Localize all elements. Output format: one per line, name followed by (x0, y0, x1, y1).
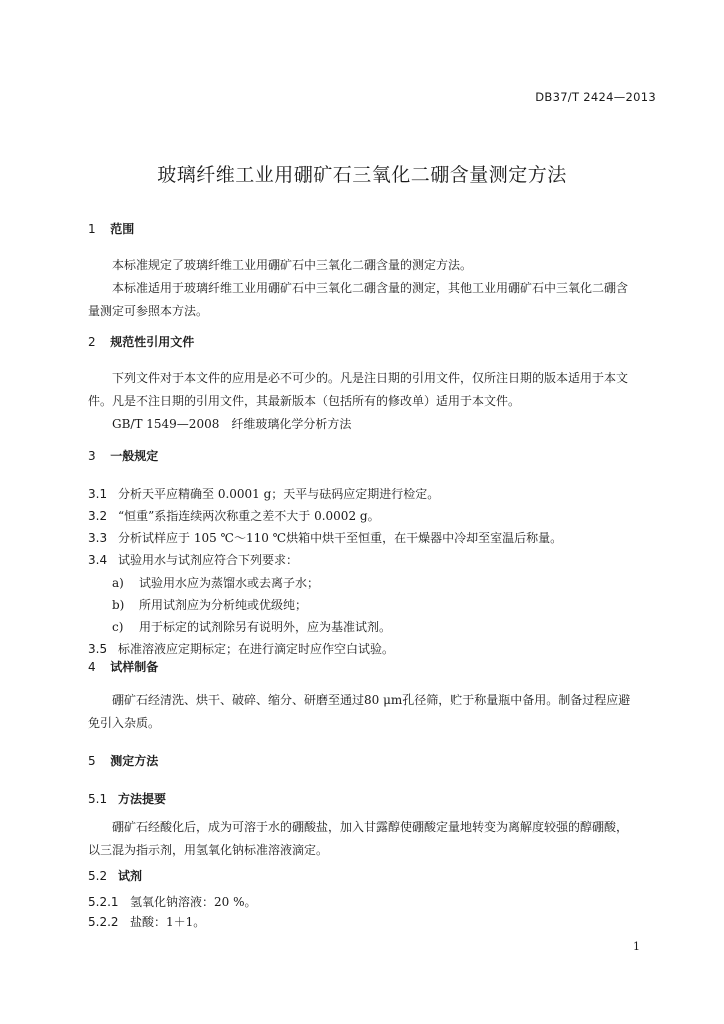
clause-text: 分析试样应于 105 ℃～110 ℃烘箱中烘干至恒重，在干燥器中冷却至室温后称量。 (118, 531, 563, 545)
clause-text: 试验用水与试剂应符合下列要求： (118, 553, 299, 567)
section-title: 规范性引用文件 (110, 335, 195, 349)
list-text: 所用试剂应为分析纯或优级纯； (139, 598, 308, 612)
list-text: 用于标定的试剂除另有说明外，应为基准试剂。 (139, 620, 392, 634)
clause-number: 5.2.1 (88, 895, 119, 909)
list-marker: c) (112, 620, 124, 634)
document-title: 玻璃纤维工业用硼矿石三氧化二硼含量测定方法 (157, 164, 567, 186)
paragraph-line: 下列文件对于本文件的应用是必不可少的。凡是注日期的引用文件，仅所注日期的版本适用于本文 (112, 371, 629, 385)
section-title: 测定方法 (110, 754, 159, 768)
clause-5-2-1 (88, 893, 257, 910)
subsection-title: 试剂 (118, 869, 143, 883)
section-2-heading (88, 333, 194, 350)
subsection-5-2-heading (88, 867, 142, 884)
clause-number: 3.3 (88, 531, 108, 545)
clause-3-5 (88, 640, 394, 657)
paragraph-line: 件。凡是不注日期的引用文件，其最新版本（包括所有的修改单）适用于本文件。 (88, 394, 521, 408)
list-marker: a) (112, 576, 124, 590)
section-4-heading (88, 658, 158, 675)
clause-text: 盐酸：1＋1。 (130, 915, 206, 929)
section-title: 范围 (110, 222, 135, 236)
clause-text: 分析天平应精确至 0.0001 g；天平与砝码应定期进行检定。 (118, 487, 440, 501)
page-number: 1 (633, 940, 640, 953)
paragraph-line: 硼矿石经酸化后，成为可溶于水的硼酸盐，加入甘露醇使硼酸定量地转变为离解度较强的醇硼酸， (112, 820, 629, 834)
paragraph-line: 以三混为指示剂，用氢氧化钠标准溶液滴定。 (88, 843, 329, 857)
clause-3-1 (88, 485, 439, 502)
subsection-number: 5.1 (88, 792, 108, 806)
standard-number: DB37/T 2424—2013 (535, 90, 656, 104)
section-number: 3 (88, 449, 96, 463)
section-5-1-body (88, 816, 658, 862)
clause-3-3 (88, 529, 562, 546)
list-item-c (112, 618, 391, 635)
clause-5-2-2 (88, 913, 205, 930)
section-2-body (88, 367, 658, 436)
section-number: 4 (88, 660, 96, 674)
clause-text: 标准溶液应定期标定；在进行滴定时应作空白试验。 (118, 642, 395, 656)
clause-text: 氢氧化钠溶液：20 %。 (130, 895, 257, 909)
section-4-body (88, 689, 658, 735)
normative-reference: GB/T 1549—2008 纤维玻璃化学分析方法 (112, 417, 352, 431)
section-number: 5 (88, 754, 96, 768)
subsection-number: 5.2 (88, 869, 108, 883)
section-3-heading (88, 447, 158, 464)
subsection-title: 方法提要 (118, 792, 167, 806)
clause-text: “恒重”系指连续两次称重之差不大于 0.0002 g。 (118, 509, 380, 523)
list-item-a (112, 574, 319, 591)
section-1-body (88, 254, 658, 323)
clause-number: 3.1 (88, 487, 108, 501)
list-item-b (112, 596, 307, 613)
section-5-heading (88, 752, 158, 769)
clause-3-2 (88, 507, 380, 524)
section-number: 2 (88, 335, 96, 349)
section-title: 试样制备 (110, 660, 159, 674)
paragraph-line: 量测定可参照本方法。 (88, 304, 209, 318)
section-number: 1 (88, 222, 96, 236)
section-1-heading (88, 220, 134, 237)
clause-number: 5.2.2 (88, 915, 119, 929)
subsection-5-1-heading (88, 790, 166, 807)
clause-number: 3.5 (88, 642, 108, 656)
list-text: 试验用水应为蒸馏水或去离子水； (139, 576, 320, 590)
paragraph: 本标准规定了玻璃纤维工业用硼矿石中三氧化二硼含量的测定方法。 (112, 258, 473, 272)
paragraph-line: 免引入杂质。 (88, 716, 161, 730)
clause-number: 3.2 (88, 509, 108, 523)
clause-number: 3.4 (88, 553, 108, 567)
list-marker: b) (112, 598, 125, 612)
paragraph-line: 本标准适用于玻璃纤维工业用硼矿石中三氧化二硼含量的测定，其他工业用硼矿石中三氧化二硼含 (112, 281, 629, 295)
clause-3-4 (88, 551, 298, 568)
paragraph-line: 硼矿石经清洗、烘干、破碎、缩分、研磨至通过80 μm孔径筛，贮于称量瓶中备用。制备过程应避 (112, 693, 631, 707)
section-title: 一般规定 (110, 449, 159, 463)
